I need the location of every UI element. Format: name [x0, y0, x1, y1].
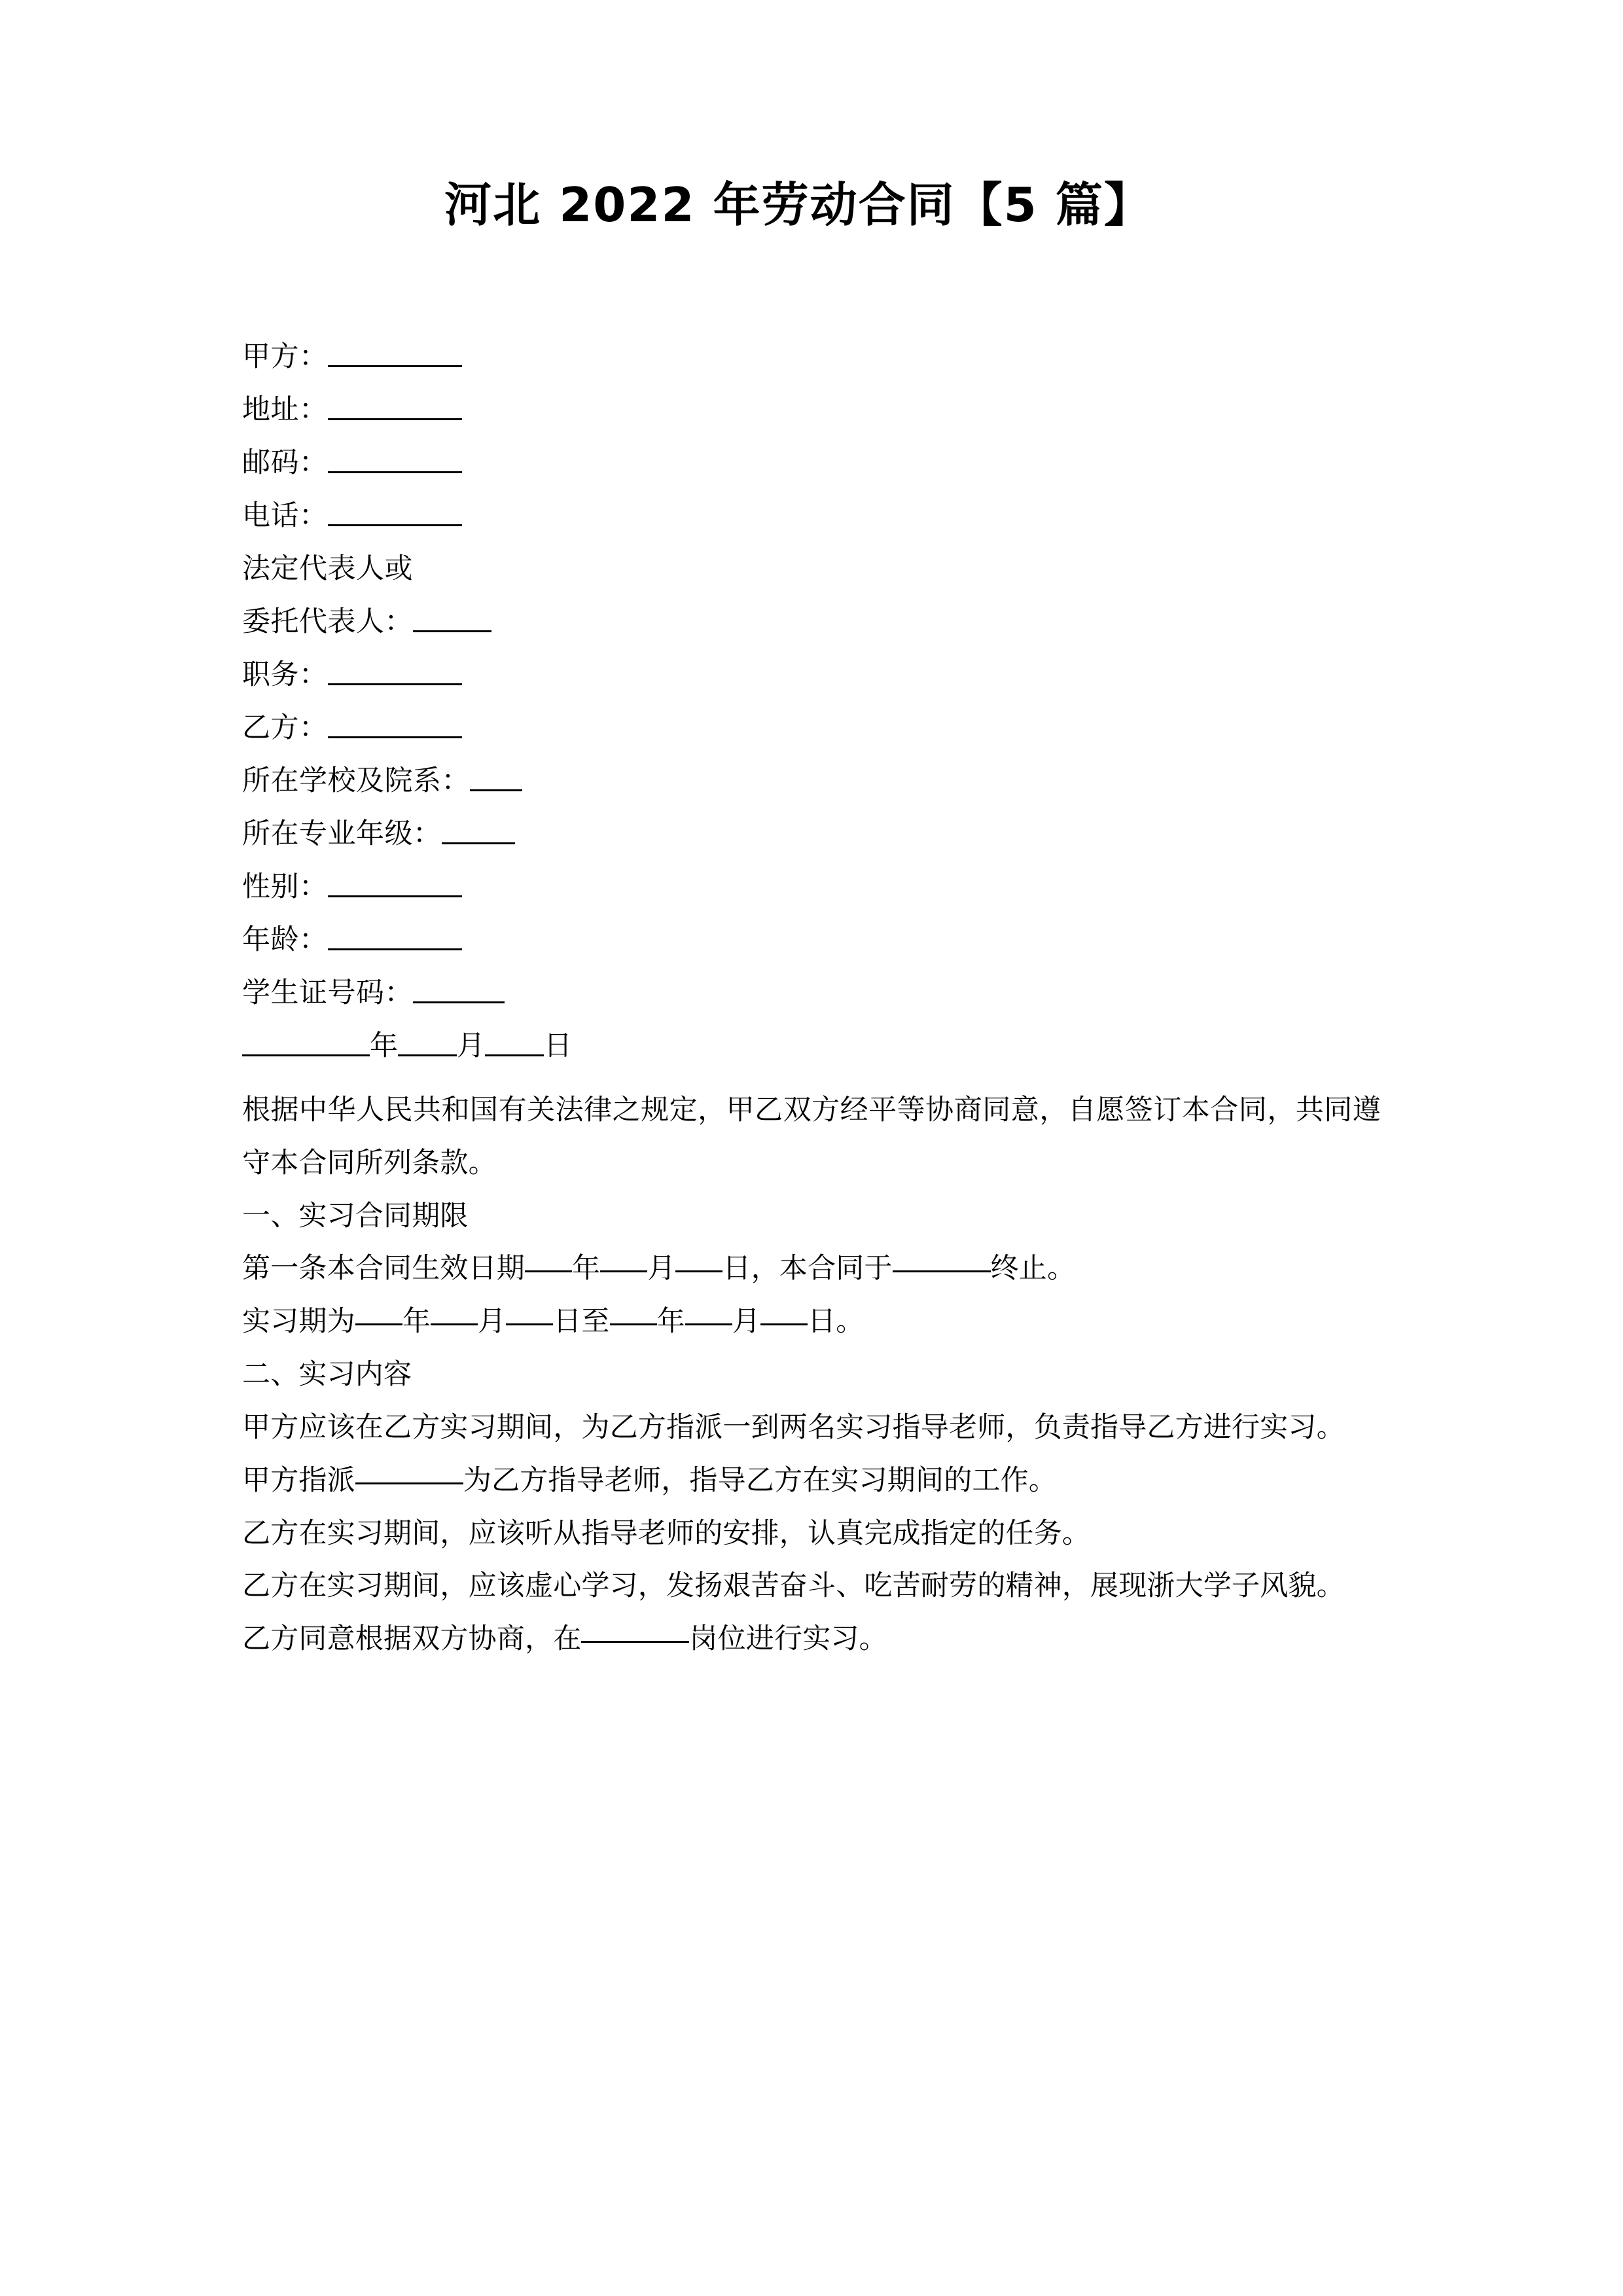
blank-position-name[interactable]	[581, 1641, 689, 1643]
blank-end-year[interactable]	[610, 1323, 657, 1325]
paragraph-article-one	[242, 1242, 1381, 1295]
text-intern-period-prefix: 实习期为	[242, 1305, 355, 1338]
heading-section-one: 一、实习合同期限	[242, 1199, 469, 1232]
blank-day[interactable]	[485, 1054, 544, 1056]
field-row-postcode	[242, 424, 1381, 477]
text-start-year: 年	[402, 1305, 431, 1338]
blank-start-day[interactable]	[506, 1323, 553, 1325]
field-row-age	[242, 901, 1381, 954]
label-school-department: 所在学校及院系：	[242, 764, 470, 797]
label-gender: 性别：	[242, 870, 328, 903]
blank-end-day[interactable]	[760, 1323, 808, 1325]
field-row-party-a	[242, 318, 1381, 371]
label-major-grade: 所在专业年级：	[242, 817, 442, 850]
blank-party-a[interactable]	[328, 365, 462, 367]
label-year: 年	[370, 1030, 398, 1062]
blank-month[interactable]	[398, 1054, 457, 1056]
blank-position[interactable]	[328, 683, 462, 685]
text-position-suffix: 岗位进行实习。	[689, 1623, 887, 1656]
paragraph-assign-teacher: 甲方应该在乙方实习期间，为乙方指派一到两名实习指导老师，负责指导乙方进行实习。	[242, 1410, 1345, 1444]
field-row-position	[242, 636, 1381, 689]
paragraph-preamble: 根据中华人民共和国有关法律之规定，甲乙双方经平等协商同意，自愿签订本合同，共同遵守本合同所列条款。	[242, 1094, 1381, 1179]
blank-effective-year[interactable]	[525, 1270, 572, 1272]
heading-section-two: 二、实习内容	[242, 1358, 412, 1391]
text-start-day: 日至	[553, 1305, 610, 1338]
blank-school-department[interactable]	[470, 789, 522, 791]
field-row-signing-date	[242, 1007, 1381, 1060]
party-info-form	[242, 318, 1381, 1060]
paragraph-attitude: 乙方在实习期间，应该虚心学习，发扬艰苦奋斗、吃苦耐劳的精神，展现浙大学子风貌。	[242, 1570, 1345, 1603]
text-start-month: 月	[478, 1305, 507, 1338]
label-postcode: 邮码：	[242, 446, 328, 479]
label-student-id: 学生证号码：	[242, 977, 413, 1009]
text-end-day: 日。	[808, 1305, 865, 1338]
text-position-prefix: 乙方同意根据双方协商，在	[242, 1623, 582, 1656]
label-address: 地址：	[242, 393, 328, 426]
paragraph-designate-teacher	[242, 1454, 1381, 1507]
field-row-authorized-rep	[242, 583, 1381, 636]
label-position: 职务：	[242, 658, 328, 691]
label-party-a: 甲方：	[242, 340, 328, 373]
blank-age[interactable]	[328, 948, 462, 950]
page-content	[242, 0, 1381, 1666]
contract-body	[242, 1084, 1381, 1666]
blank-phone[interactable]	[328, 524, 462, 526]
blank-authorized-representative[interactable]	[413, 630, 491, 632]
label-month: 月	[457, 1030, 485, 1062]
blank-end-month[interactable]	[685, 1323, 732, 1325]
text-article-one-month: 月	[647, 1252, 676, 1285]
text-article-one-year: 年	[572, 1252, 601, 1285]
blank-major-grade[interactable]	[442, 842, 515, 844]
page-title: 河北 2022 年劳动合同【5 篇】	[444, 177, 1152, 232]
label-phone: 电话：	[242, 499, 328, 532]
field-row-gender	[242, 848, 1381, 901]
field-row-student-id	[242, 954, 1381, 1007]
field-row-school-department	[242, 742, 1381, 795]
blank-year[interactable]	[242, 1054, 370, 1056]
blank-gender[interactable]	[328, 895, 462, 897]
blank-termination[interactable]	[893, 1270, 991, 1272]
text-article-one-prefix: 第一条本合同生效日期	[242, 1252, 525, 1285]
text-article-one-day: 日，本合同于	[722, 1252, 893, 1285]
text-designate-prefix: 甲方指派	[242, 1463, 355, 1497]
blank-teacher-name[interactable]	[355, 1482, 463, 1484]
blank-student-id[interactable]	[413, 1001, 505, 1003]
text-end-month: 月	[732, 1305, 761, 1338]
field-row-address	[242, 371, 1381, 424]
blank-address[interactable]	[328, 418, 462, 420]
blank-postcode[interactable]	[328, 471, 462, 473]
blank-start-year[interactable]	[355, 1323, 402, 1325]
paragraph-intern-period	[242, 1295, 1381, 1348]
field-row-phone	[242, 477, 1381, 530]
blank-start-month[interactable]	[431, 1323, 478, 1325]
label-age: 年龄：	[242, 924, 328, 956]
field-row-party-b	[242, 689, 1381, 742]
paragraph-follow-guidance: 乙方在实习期间，应该听从指导老师的安排，认真完成指定的任务。	[242, 1516, 1090, 1550]
text-designate-suffix: 为乙方指导老师，指导乙方在实习期间的工作。	[463, 1463, 1058, 1497]
blank-effective-month[interactable]	[600, 1270, 647, 1272]
field-row-legal-rep-heading	[242, 530, 1381, 583]
blank-effective-day[interactable]	[675, 1270, 722, 1272]
text-article-one-suffix: 终止。	[990, 1252, 1076, 1285]
text-end-year: 年	[656, 1305, 685, 1338]
blank-party-b[interactable]	[328, 736, 462, 738]
label-party-b: 乙方：	[242, 711, 328, 744]
label-authorized-representative: 委托代表人：	[242, 605, 413, 638]
paragraph-position	[242, 1613, 1381, 1666]
label-legal-representative: 法定代表人或	[242, 552, 413, 585]
label-day: 日	[544, 1030, 572, 1062]
field-row-major-grade	[242, 795, 1381, 848]
